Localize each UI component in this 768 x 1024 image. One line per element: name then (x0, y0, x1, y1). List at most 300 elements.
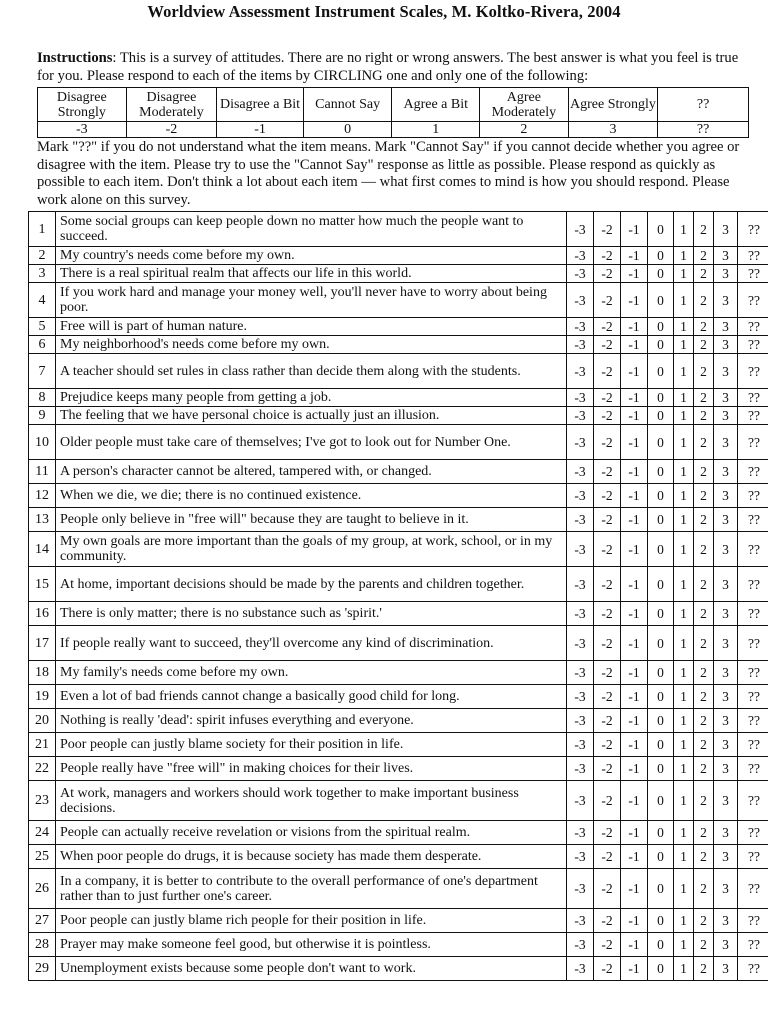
response-option[interactable]: 2 (694, 460, 714, 484)
response-option[interactable]: -1 (621, 389, 648, 407)
response-option[interactable]: 0 (648, 567, 674, 602)
scale-value-row (38, 122, 749, 138)
scale-label-row (38, 88, 749, 122)
response-option[interactable]: -3 (567, 626, 594, 661)
response-option[interactable]: 0 (648, 336, 674, 354)
response-option[interactable]: 0 (648, 389, 674, 407)
response-option[interactable]: -3 (567, 685, 594, 709)
response-option[interactable]: -2 (594, 821, 621, 845)
response-option[interactable]: -3 (567, 247, 594, 265)
response-option[interactable]: 0 (648, 318, 674, 336)
response-option[interactable]: 2 (694, 733, 714, 757)
response-option[interactable]: ?? (738, 821, 768, 845)
response-option[interactable]: -1 (621, 508, 648, 532)
response-option[interactable]: 3 (714, 602, 738, 626)
survey-item-row (29, 781, 768, 821)
response-option[interactable]: 3 (714, 781, 738, 821)
item-number: 23 (29, 781, 56, 821)
response-option[interactable]: 2 (694, 957, 714, 981)
survey-item-row (29, 821, 768, 845)
response-option[interactable]: -2 (594, 407, 621, 425)
response-option[interactable]: -2 (594, 283, 621, 318)
response-option[interactable]: 2 (694, 212, 714, 247)
response-option[interactable]: 2 (694, 354, 714, 389)
survey-item-row (29, 336, 768, 354)
response-option[interactable]: -1 (621, 661, 648, 685)
response-option[interactable]: 2 (694, 508, 714, 532)
response-option[interactable]: ?? (738, 685, 768, 709)
response-option[interactable]: 2 (694, 781, 714, 821)
response-option[interactable]: 3 (714, 318, 738, 336)
response-option[interactable]: 1 (674, 909, 694, 933)
response-option[interactable]: 3 (714, 957, 738, 981)
response-option[interactable]: 2 (694, 626, 714, 661)
response-option[interactable]: -3 (567, 532, 594, 567)
response-option[interactable]: 1 (674, 354, 694, 389)
response-option[interactable]: ?? (738, 661, 768, 685)
response-option[interactable]: 2 (694, 869, 714, 909)
response-option[interactable]: 0 (648, 661, 674, 685)
response-option[interactable]: 3 (714, 733, 738, 757)
survey-item-row (29, 283, 768, 318)
response-option[interactable]: -3 (567, 869, 594, 909)
response-option[interactable]: 0 (648, 933, 674, 957)
response-option[interactable]: ?? (738, 845, 768, 869)
response-option[interactable]: -3 (567, 661, 594, 685)
response-option[interactable]: 0 (648, 407, 674, 425)
response-option[interactable]: 1 (674, 318, 694, 336)
response-option[interactable]: 3 (714, 933, 738, 957)
response-option[interactable]: ?? (738, 532, 768, 567)
response-option[interactable]: 2 (694, 845, 714, 869)
response-option[interactable]: -1 (621, 709, 648, 733)
survey-item-row (29, 685, 768, 709)
response-option[interactable]: 1 (674, 733, 694, 757)
response-option[interactable]: -2 (594, 957, 621, 981)
response-option[interactable]: 3 (714, 508, 738, 532)
response-option[interactable]: 2 (694, 567, 714, 602)
item-statement: The feeling that we have personal choice is actually just an illusion. (56, 407, 567, 425)
response-option[interactable]: 3 (714, 247, 738, 265)
response-option[interactable]: ?? (738, 757, 768, 781)
response-option[interactable]: ?? (738, 567, 768, 602)
scale-value: 2 (480, 122, 569, 138)
response-option[interactable]: -3 (567, 957, 594, 981)
response-option[interactable]: -3 (567, 757, 594, 781)
response-option[interactable]: 0 (648, 685, 674, 709)
response-option[interactable]: ?? (738, 283, 768, 318)
scale-value: 0 (303, 122, 392, 138)
response-option[interactable]: ?? (738, 336, 768, 354)
response-option[interactable]: -2 (594, 212, 621, 247)
survey-item-row (29, 602, 768, 626)
response-option[interactable]: 3 (714, 532, 738, 567)
response-option[interactable]: 3 (714, 869, 738, 909)
response-option[interactable]: 0 (648, 425, 674, 460)
response-option[interactable]: -3 (567, 567, 594, 602)
response-option[interactable]: 1 (674, 661, 694, 685)
response-option[interactable]: 2 (694, 661, 714, 685)
response-option[interactable]: 0 (648, 845, 674, 869)
response-option[interactable]: 1 (674, 265, 694, 283)
survey-item-row (29, 733, 768, 757)
response-option[interactable]: -3 (567, 407, 594, 425)
response-option[interactable]: 1 (674, 484, 694, 508)
response-option[interactable]: -1 (621, 532, 648, 567)
item-statement: Even a lot of bad friends cannot change a basically good child for long. (56, 685, 567, 709)
response-option[interactable]: -2 (594, 425, 621, 460)
response-option[interactable]: 0 (648, 460, 674, 484)
response-option[interactable]: 2 (694, 265, 714, 283)
response-option[interactable]: -2 (594, 508, 621, 532)
item-number: 13 (29, 508, 56, 532)
response-option[interactable]: 3 (714, 626, 738, 661)
response-option[interactable]: ?? (738, 781, 768, 821)
item-number: 29 (29, 957, 56, 981)
response-option[interactable]: -1 (621, 602, 648, 626)
response-option[interactable]: -1 (621, 733, 648, 757)
response-option[interactable]: 3 (714, 354, 738, 389)
item-number: 2 (29, 247, 56, 265)
response-option[interactable]: -1 (621, 685, 648, 709)
response-option[interactable]: 0 (648, 733, 674, 757)
survey-item-row (29, 407, 768, 425)
response-option[interactable]: -3 (567, 933, 594, 957)
response-option[interactable]: 2 (694, 821, 714, 845)
response-option[interactable]: 1 (674, 407, 694, 425)
response-option[interactable]: 1 (674, 757, 694, 781)
response-option[interactable]: 1 (674, 821, 694, 845)
response-option[interactable]: -1 (621, 247, 648, 265)
response-option[interactable]: ?? (738, 957, 768, 981)
response-option[interactable]: 3 (714, 425, 738, 460)
response-option[interactable]: 2 (694, 933, 714, 957)
response-option[interactable]: -3 (567, 602, 594, 626)
response-option[interactable]: -3 (567, 781, 594, 821)
response-option[interactable]: 2 (694, 389, 714, 407)
response-option[interactable]: 3 (714, 265, 738, 283)
response-option[interactable]: 0 (648, 212, 674, 247)
response-option[interactable]: -1 (621, 845, 648, 869)
response-option[interactable]: -3 (567, 709, 594, 733)
response-option[interactable]: -2 (594, 869, 621, 909)
response-option[interactable]: ?? (738, 484, 768, 508)
response-option[interactable]: -1 (621, 821, 648, 845)
response-option[interactable]: -1 (621, 909, 648, 933)
response-option[interactable]: ?? (738, 869, 768, 909)
scale-value: -1 (217, 122, 304, 138)
response-option[interactable]: -3 (567, 265, 594, 283)
response-option[interactable]: ?? (738, 407, 768, 425)
response-option[interactable]: 0 (648, 602, 674, 626)
response-option[interactable]: -3 (567, 283, 594, 318)
response-option[interactable]: -2 (594, 933, 621, 957)
item-statement: My neighborhood's needs come before my own. (56, 336, 567, 354)
item-statement: Prejudice keeps many people from getting a job. (56, 389, 567, 407)
response-option[interactable]: 0 (648, 484, 674, 508)
response-option[interactable]: 3 (714, 661, 738, 685)
response-option[interactable]: 0 (648, 354, 674, 389)
response-scale-table (37, 87, 749, 138)
response-note: Mark "??" if you do not understand what the item means. Mark "Cannot Say" if you cannot decide whether you agree or disagree with the item. Please try to use the "Cannot Say" response as little as possible. Please respond as quickly as possible to each item. Don't think a lot about each item — what first comes to mind is how you should respond. Please work alone on this survey. (37, 139, 740, 209)
response-option[interactable]: 2 (694, 336, 714, 354)
response-option[interactable]: -1 (621, 212, 648, 247)
instructions-paragraph (37, 49, 747, 85)
survey-item-row (29, 933, 768, 957)
item-number: 17 (29, 626, 56, 661)
item-statement: A teacher should set rules in class rather than decide them along with the students. (56, 354, 567, 389)
response-option[interactable]: 0 (648, 247, 674, 265)
response-option[interactable]: ?? (738, 909, 768, 933)
response-option[interactable]: 2 (694, 247, 714, 265)
response-option[interactable]: 2 (694, 909, 714, 933)
survey-item-row (29, 757, 768, 781)
response-option[interactable]: 1 (674, 685, 694, 709)
response-option[interactable]: -1 (621, 869, 648, 909)
scale-value: -3 (38, 122, 127, 138)
response-option[interactable]: 2 (694, 709, 714, 733)
response-option[interactable]: 1 (674, 933, 694, 957)
scale-value: 3 (568, 122, 658, 138)
response-option[interactable]: -2 (594, 336, 621, 354)
response-option[interactable]: 3 (714, 389, 738, 407)
response-option[interactable]: 2 (694, 757, 714, 781)
response-option[interactable]: 0 (648, 283, 674, 318)
response-option[interactable]: ?? (738, 354, 768, 389)
response-option[interactable]: -1 (621, 460, 648, 484)
response-option[interactable]: -3 (567, 508, 594, 532)
survey-item-row (29, 212, 768, 247)
response-option[interactable]: 0 (648, 909, 674, 933)
response-option[interactable]: 1 (674, 869, 694, 909)
response-option[interactable]: -1 (621, 354, 648, 389)
response-option[interactable]: 1 (674, 460, 694, 484)
item-number: 14 (29, 532, 56, 567)
response-option[interactable]: -2 (594, 354, 621, 389)
response-option[interactable]: ?? (738, 709, 768, 733)
response-option[interactable]: 3 (714, 709, 738, 733)
response-option[interactable]: -3 (567, 909, 594, 933)
response-option[interactable]: 1 (674, 602, 694, 626)
response-option[interactable]: ?? (738, 212, 768, 247)
response-option[interactable]: -1 (621, 757, 648, 781)
survey-item-row (29, 532, 768, 567)
response-option[interactable]: -1 (621, 484, 648, 508)
response-option[interactable]: -2 (594, 389, 621, 407)
scale-value: -2 (126, 122, 217, 138)
response-option[interactable]: 3 (714, 685, 738, 709)
response-option[interactable]: -2 (594, 757, 621, 781)
response-option[interactable]: -2 (594, 661, 621, 685)
response-option[interactable]: 3 (714, 484, 738, 508)
response-option[interactable]: 1 (674, 845, 694, 869)
response-option[interactable]: 0 (648, 265, 674, 283)
response-option[interactable]: ?? (738, 933, 768, 957)
response-option[interactable]: 2 (694, 318, 714, 336)
response-option[interactable]: -2 (594, 626, 621, 661)
response-option[interactable]: -3 (567, 845, 594, 869)
response-option[interactable]: -1 (621, 957, 648, 981)
response-option[interactable]: -3 (567, 212, 594, 247)
response-option[interactable]: ?? (738, 425, 768, 460)
response-option[interactable]: -2 (594, 709, 621, 733)
item-number: 11 (29, 460, 56, 484)
item-statement: Prayer may make someone feel good, but otherwise it is pointless. (56, 933, 567, 957)
item-number: 8 (29, 389, 56, 407)
item-statement: A person's character cannot be altered, tampered with, or changed. (56, 460, 567, 484)
response-option[interactable]: 0 (648, 821, 674, 845)
item-number: 18 (29, 661, 56, 685)
response-option[interactable]: -2 (594, 460, 621, 484)
response-option[interactable]: 3 (714, 757, 738, 781)
response-option[interactable]: -1 (621, 407, 648, 425)
response-option[interactable]: -3 (567, 318, 594, 336)
item-number: 6 (29, 336, 56, 354)
response-option[interactable]: 3 (714, 212, 738, 247)
response-option[interactable]: ?? (738, 733, 768, 757)
response-option[interactable]: -1 (621, 283, 648, 318)
response-option[interactable]: 2 (694, 425, 714, 460)
response-option[interactable]: ?? (738, 265, 768, 283)
item-statement: When poor people do drugs, it is because society has made them desperate. (56, 845, 567, 869)
response-option[interactable]: -2 (594, 484, 621, 508)
survey-item-row (29, 567, 768, 602)
response-option[interactable]: 2 (694, 685, 714, 709)
response-option[interactable]: 2 (694, 484, 714, 508)
survey-item-row (29, 460, 768, 484)
response-option[interactable]: 0 (648, 757, 674, 781)
response-option[interactable]: -2 (594, 318, 621, 336)
response-option[interactable]: -2 (594, 909, 621, 933)
item-statement: Poor people can justly blame rich people for their position in life. (56, 909, 567, 933)
response-option[interactable]: -3 (567, 354, 594, 389)
response-option[interactable]: 3 (714, 567, 738, 602)
scale-label: Agree a Bit (392, 88, 480, 122)
response-option[interactable]: ?? (738, 389, 768, 407)
response-option[interactable]: 3 (714, 845, 738, 869)
response-option[interactable]: 2 (694, 532, 714, 567)
item-statement: Older people must take care of themselves; I've got to look out for Number One. (56, 425, 567, 460)
survey-item-row (29, 909, 768, 933)
response-option[interactable]: 2 (694, 283, 714, 318)
response-option[interactable]: 3 (714, 336, 738, 354)
response-option[interactable]: -2 (594, 733, 621, 757)
response-option[interactable]: -3 (567, 389, 594, 407)
response-option[interactable]: -1 (621, 933, 648, 957)
scale-label: Cannot Say (303, 88, 392, 122)
item-number: 9 (29, 407, 56, 425)
response-option[interactable]: 1 (674, 336, 694, 354)
response-option[interactable]: -3 (567, 460, 594, 484)
survey-item-row (29, 661, 768, 685)
response-option[interactable]: -3 (567, 821, 594, 845)
item-number: 12 (29, 484, 56, 508)
response-option[interactable]: 1 (674, 283, 694, 318)
item-statement: My country's needs come before my own. (56, 247, 567, 265)
instructions-label: Instructions (37, 50, 113, 66)
response-option[interactable]: 1 (674, 389, 694, 407)
response-option[interactable]: -2 (594, 247, 621, 265)
response-option[interactable]: 3 (714, 909, 738, 933)
response-option[interactable]: -3 (567, 425, 594, 460)
response-option[interactable]: -1 (621, 318, 648, 336)
response-option[interactable]: -1 (621, 626, 648, 661)
response-option[interactable]: -3 (567, 484, 594, 508)
response-option[interactable]: ?? (738, 508, 768, 532)
response-option[interactable]: 0 (648, 709, 674, 733)
response-option[interactable]: -3 (567, 336, 594, 354)
response-option[interactable]: 1 (674, 709, 694, 733)
response-option[interactable]: 0 (648, 626, 674, 661)
response-option[interactable]: -2 (594, 781, 621, 821)
item-number: 19 (29, 685, 56, 709)
item-statement: Unemployment exists because some people don't want to work. (56, 957, 567, 981)
response-option[interactable]: 1 (674, 532, 694, 567)
response-option[interactable]: -2 (594, 567, 621, 602)
item-statement: People only believe in "free will" because they are taught to believe in it. (56, 508, 567, 532)
item-number: 5 (29, 318, 56, 336)
response-option[interactable]: 0 (648, 532, 674, 567)
response-option[interactable]: 3 (714, 407, 738, 425)
response-option[interactable]: 1 (674, 567, 694, 602)
item-number: 25 (29, 845, 56, 869)
response-option[interactable]: 2 (694, 407, 714, 425)
response-option[interactable]: 0 (648, 508, 674, 532)
survey-item-row (29, 265, 768, 283)
response-option[interactable]: -1 (621, 336, 648, 354)
response-option[interactable]: -2 (594, 685, 621, 709)
survey-item-row (29, 354, 768, 389)
response-option[interactable]: ?? (738, 460, 768, 484)
response-option[interactable]: -1 (621, 425, 648, 460)
response-option[interactable]: 0 (648, 957, 674, 981)
response-option[interactable]: -1 (621, 567, 648, 602)
response-option[interactable]: -1 (621, 781, 648, 821)
response-option[interactable]: ?? (738, 318, 768, 336)
item-number: 1 (29, 212, 56, 247)
survey-item-row (29, 389, 768, 407)
response-option[interactable]: -2 (594, 532, 621, 567)
response-option[interactable]: 0 (648, 781, 674, 821)
scale-label: Disagree Strongly (38, 88, 127, 122)
response-option[interactable]: 1 (674, 247, 694, 265)
response-option[interactable]: -1 (621, 265, 648, 283)
item-statement: Nothing is really 'dead': spirit infuses everything and everyone. (56, 709, 567, 733)
response-option[interactable]: 3 (714, 460, 738, 484)
response-option[interactable]: -3 (567, 733, 594, 757)
response-option[interactable]: 1 (674, 781, 694, 821)
item-statement: Free will is part of human nature. (56, 318, 567, 336)
response-option[interactable]: -2 (594, 265, 621, 283)
response-option[interactable]: -2 (594, 845, 621, 869)
response-option[interactable]: 1 (674, 508, 694, 532)
response-option[interactable]: -2 (594, 602, 621, 626)
response-option[interactable]: 2 (694, 602, 714, 626)
response-option[interactable]: 1 (674, 425, 694, 460)
response-option[interactable]: 3 (714, 283, 738, 318)
item-statement: At work, managers and workers should work together to make important business decisions. (56, 781, 567, 821)
response-option[interactable]: ?? (738, 602, 768, 626)
survey-item-row (29, 425, 768, 460)
item-statement: If you work hard and manage your money well, you'll never have to worry about being poor. (56, 283, 567, 318)
response-option[interactable]: 3 (714, 821, 738, 845)
response-option[interactable]: ?? (738, 247, 768, 265)
response-option[interactable]: 1 (674, 957, 694, 981)
response-option[interactable]: 0 (648, 869, 674, 909)
response-option[interactable]: 1 (674, 212, 694, 247)
response-option[interactable]: ?? (738, 626, 768, 661)
response-option[interactable]: 1 (674, 626, 694, 661)
